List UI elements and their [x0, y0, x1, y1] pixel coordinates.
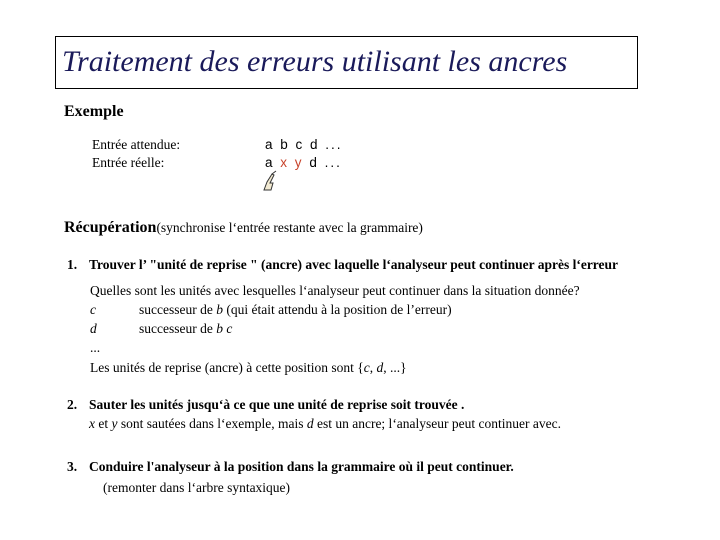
step2-mid: sont sautées dans l‘exemple, mais — [117, 416, 307, 431]
recuperation-heading: Récupération — [64, 219, 157, 236]
recuperation-subtitle: (synchronise l‘entrée restante avec la grammaire) — [156, 220, 423, 235]
page-title: Traitement des erreurs utilisant les ancres — [62, 45, 568, 78]
step2-end: est un ancre; l‘analyseur peut continuer avec. — [313, 416, 561, 431]
conclusion-post: , ...} — [383, 360, 407, 375]
step2-et: et — [95, 416, 112, 431]
step2-d: d — [306, 416, 314, 431]
step2-x: x — [89, 416, 95, 431]
recuperation-line — [64, 219, 423, 237]
row-d-desc — [139, 321, 232, 337]
actual-a: a — [265, 155, 275, 170]
title-box — [55, 36, 638, 89]
conclusion-sep: , — [369, 360, 377, 375]
actual-y: y — [294, 155, 304, 170]
step1-text: Trouver l’ "unité de reprise " (ancre) avec laquelle l‘analyseur peut continuer après l‘erreur — [89, 257, 619, 272]
step2-y: y — [111, 416, 118, 431]
conclusion-d: d — [376, 360, 384, 375]
step3-text: Conduire l'analyseur à la position dans la grammaire où il peut continuer. — [89, 459, 514, 474]
row-d-symbol: d — [90, 321, 97, 336]
row-c-desc — [139, 302, 452, 318]
step2-number: 2. — [67, 397, 78, 412]
step1-question: Quelles sont les unités avec lesquelles l‘analyseur peut continuer dans la situation donnée? — [90, 283, 580, 298]
exemple-heading: Exemple — [64, 103, 124, 120]
expected-label: Entrée attendue: — [92, 137, 181, 152]
actual-label: Entrée réelle: — [92, 155, 165, 170]
step3-number: 3. — [67, 459, 78, 474]
actual-rest: d ... — [309, 155, 342, 170]
step2-text: Sauter les unités jusqu‘à ce que une unité de reprise soit trouvée . — [89, 397, 465, 412]
step1-number: 1. — [67, 257, 78, 272]
row-c-post: (qui était attendu à la position de l’erreur) — [222, 302, 452, 317]
step3-note: (remonter dans l‘arbre syntaxique) — [103, 480, 291, 495]
row-d-pre: successeur de — [139, 321, 217, 336]
actual-x: x — [280, 155, 290, 170]
conclusion-c: c — [363, 360, 370, 375]
actual-sequence — [265, 155, 342, 170]
step1-conclusion — [90, 360, 407, 376]
expected-sequence: a b c d ... — [265, 137, 343, 152]
row-c-em: b — [216, 302, 223, 317]
row-c-symbol: c — [90, 302, 96, 317]
row-d-em: b c — [216, 321, 233, 336]
pointer-hand-icon — [262, 170, 280, 192]
step1-ellipsis: ... — [90, 340, 101, 355]
step2-detail — [89, 416, 561, 432]
conclusion-pre: Les unités de reprise (ancre) à cette position sont { — [90, 360, 364, 375]
row-c-pre: successeur de — [139, 302, 217, 317]
